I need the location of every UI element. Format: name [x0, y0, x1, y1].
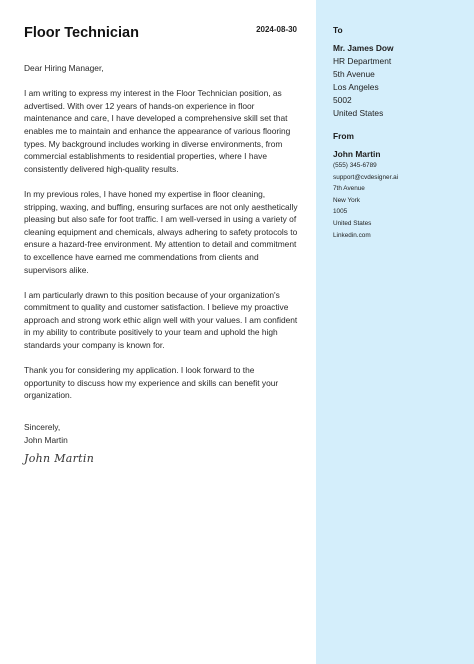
- from-label: From: [333, 131, 354, 141]
- paragraph-3: I am particularly drawn to this position because of your organization's commitment to quality and customer satisfaction. I believe my proactive approach and strong work ethic align well with your values. I am confident in my ability to contribute positively to your team and uphold the high standards your company is known for.: [24, 289, 298, 351]
- to-label: To: [333, 25, 343, 35]
- closing-text: Sincerely,: [24, 422, 61, 432]
- handwritten-signature: John Martin: [24, 452, 95, 465]
- recipient-block: [333, 42, 394, 120]
- sender-street: 7th Avenue: [333, 185, 365, 193]
- recipient-department: HR Department: [333, 56, 392, 66]
- sender-phone: (555) 345-6789: [333, 162, 377, 169]
- letter-date: 2024-08-30: [256, 25, 297, 34]
- paragraph-4: Thank you for considering my application. I look forward to the opportunity to discuss how my experience and skills can benefit your organization.: [24, 365, 279, 401]
- recipient-country: United States: [333, 108, 384, 118]
- recipient-street: 5th Avenue: [333, 69, 375, 79]
- sender-country: United States: [333, 219, 372, 227]
- contact-sidebar: [316, 0, 474, 664]
- recipient-city: Los Angeles: [333, 82, 379, 92]
- recipient-zip: 5002: [333, 95, 352, 105]
- sender-zip: 1005: [333, 208, 348, 216]
- sender-city: New York: [333, 196, 360, 204]
- paragraph-2: In my previous roles, I have honed my expertise in floor cleaning, stripping, waxing, and buffing, ensuring surfaces are not only aesthetically pleasing but also safe for foot traffic. I am well-versed in using a variety of cleaning equipment and chemicals, always adhering to safety protocols to ensure a hazard-free environment. My attention to detail and commitment to excellence have earned me commendations from clients and supervisors alike.: [24, 188, 298, 275]
- paragraph-1: I am writing to express my interest in the Floor Technician position, as advertised. With over 12 years of hands-on experience in floor maintenance and care, I have developed a comprehensive skill set that enables me to maintain and enhance the appearance of various flooring types. My background includes working in diverse environments, from commercial establishments to residential properties, where I have consistently delivered high-quality results.: [24, 88, 291, 174]
- recipient-name: Mr. James Dow: [333, 43, 394, 53]
- sender-name: John Martin: [24, 434, 68, 445]
- sender-email[interactable]: support@cvdesigner.ai: [333, 173, 399, 181]
- salutation: Dear Hiring Manager,: [24, 63, 104, 73]
- page-title: Floor Technician: [24, 25, 139, 41]
- closing-block: [24, 421, 68, 446]
- letter-content: [24, 62, 298, 415]
- sender-contact-name: John Martin: [333, 149, 381, 159]
- sender-block: [333, 148, 398, 241]
- sender-website[interactable]: Linkedin.com: [333, 231, 371, 239]
